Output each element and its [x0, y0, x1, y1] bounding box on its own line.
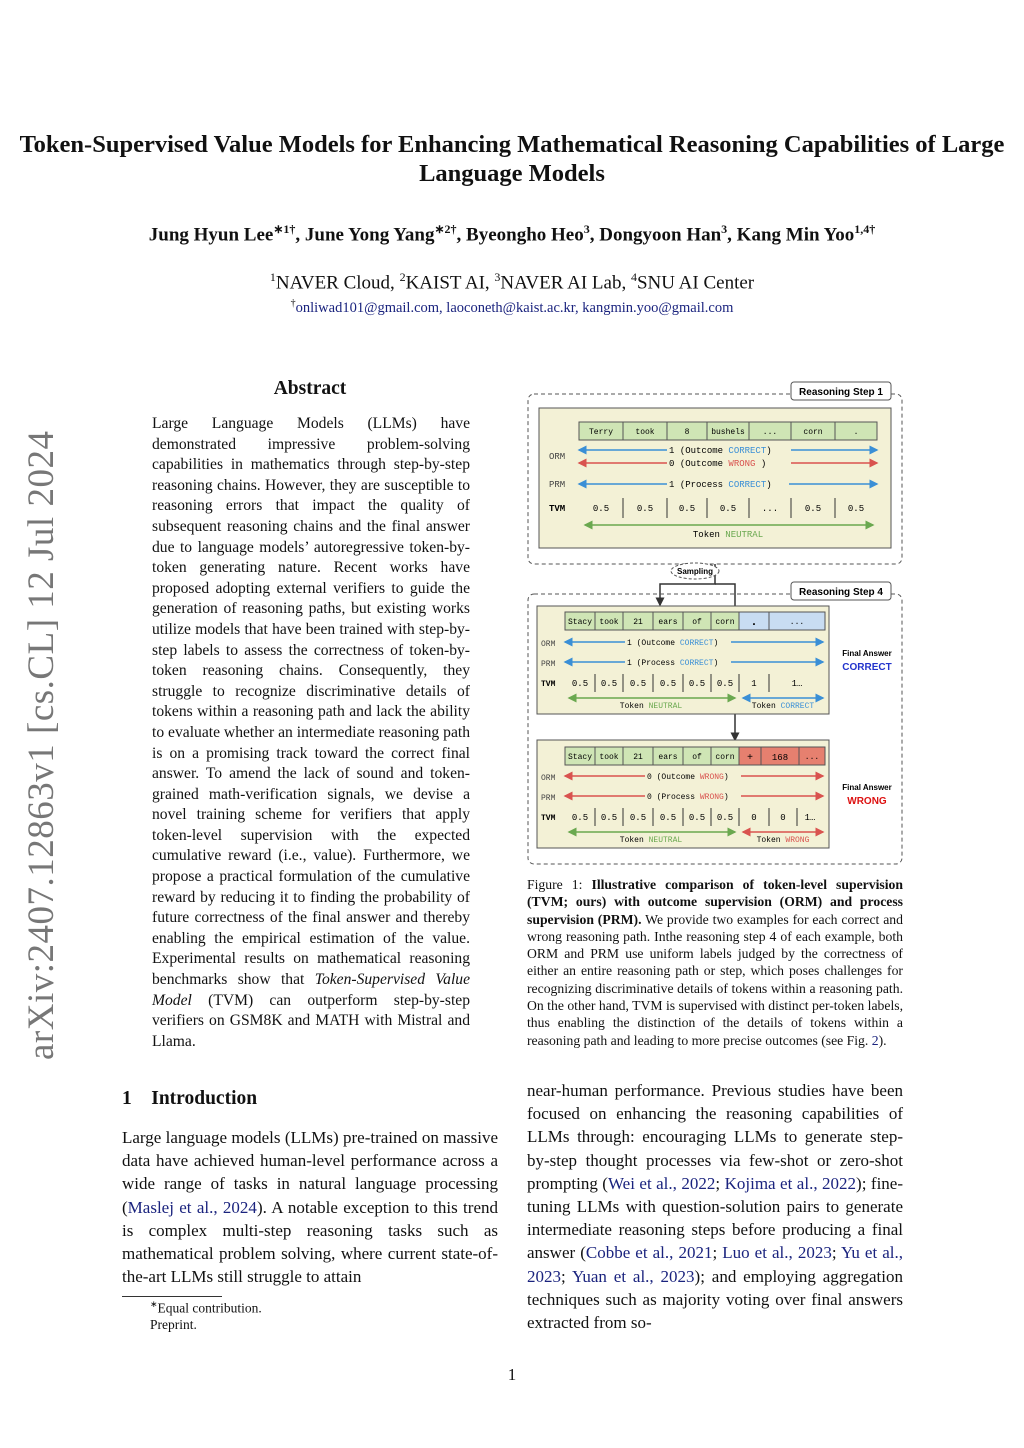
- tvm-value: 0.5: [716, 679, 734, 689]
- footnote-equal-contribution: [150, 1299, 262, 1317]
- tvm-value: 0.5: [678, 504, 696, 514]
- tvm-value: 0.5: [600, 679, 618, 689]
- token: of: [692, 753, 702, 762]
- affiliations: [0, 270, 1024, 294]
- author: June Yong Yang: [304, 224, 435, 246]
- orm-wrong-text: 0 (Outcome WRONG ): [669, 459, 767, 469]
- affil-name: NAVER AI Lab,: [500, 272, 631, 294]
- caption-bold: Illustrative comparison of token-level supervision (TVM; ours) with outcome supervision (ORM) and process supervision (PRM).: [527, 877, 903, 927]
- intro-paragraph: [122, 1126, 498, 1288]
- author-marks: 3: [583, 222, 590, 236]
- tvm-value: 0: [751, 813, 757, 823]
- email-links[interactable]: onliwad101@gmail.com, laoconeth@kaist.ac.kr, kangmin.yoo@gmail.com: [295, 299, 734, 316]
- orm-label: ORM: [549, 452, 566, 462]
- author-list: Jung Hyun Lee$^{∗1\dagger}$, June Yong Yang$^{∗2\dagger}$, Byeongho Heo$^3$, Dongyoon Han$^3$, Kang Min Yoo$^{1,4\dagger}$: [148, 222, 876, 246]
- token-neutral-text: Token NEUTRAL: [692, 530, 764, 540]
- step1-token-row: [579, 422, 877, 440]
- paper-title: Token-Supervised Value Models for Enhancing Mathematical Reasoning Capabilities of Large Language Models: [19, 131, 1005, 187]
- orm-label: ORM: [541, 774, 556, 783]
- tvm-value: 0.5: [571, 813, 589, 823]
- orm-correct-text: 1 (Outcome CORRECT): [669, 446, 772, 456]
- tvm-label: TVM: [541, 680, 556, 689]
- footnote-preprint: Preprint.: [150, 1317, 197, 1332]
- tvm-value: 1…: [804, 813, 816, 823]
- body-text: ;: [712, 1243, 723, 1263]
- body-text: ); fine-tuning LLMs with question-solution pairs to generate intermediate reasoning steps before producing a final answer (: [527, 1173, 903, 1263]
- prm-correct-text: 1 (Process CORRECT): [627, 659, 719, 668]
- step4-label: Reasoning Step 4: [799, 587, 883, 598]
- emails-mark: †: [290, 298, 296, 309]
- prm-label: PRM: [541, 794, 556, 803]
- token: .: [750, 615, 758, 629]
- body-text: ;: [715, 1173, 725, 1193]
- step1-label: Reasoning Step 1: [799, 387, 883, 398]
- citation-link[interactable]: Luo et al., 2023: [722, 1243, 832, 1263]
- abstract-emphasis: Token-Supervised Value Model: [152, 971, 470, 1009]
- body-text: ); and employing aggregation techniques such as majority voting over final answers extracted from so-: [527, 1266, 904, 1333]
- affil-name: KAIST AI,: [405, 272, 495, 294]
- author-marks: 1,4†: [854, 222, 876, 236]
- prm-text: 1 (Process CORRECT): [669, 480, 772, 490]
- token: corn: [715, 753, 735, 762]
- citation-link[interactable]: Wei et al., 2022: [607, 1173, 716, 1193]
- token: ears: [658, 753, 678, 762]
- final-answer-correct: CORRECT: [842, 662, 892, 673]
- author-emails: [0, 298, 1024, 317]
- token: of: [692, 618, 702, 627]
- section-title: Introduction: [151, 1088, 258, 1109]
- token: Stacy: [567, 618, 593, 627]
- intro-text: Large language models (LLMs) pre-trained on massive data have achieved human-level performance across a wide range of tasks in natural language processing (: [122, 1128, 498, 1217]
- arxiv-stamp-text: arXiv:2407.12863v1 [cs.CL] 12 Jul 2024: [21, 430, 62, 1060]
- tvm-value: 1: [751, 679, 757, 689]
- token: 21: [633, 618, 643, 627]
- author: Jung Hyun Lee: [148, 224, 274, 246]
- tvm-value: 0.5: [636, 504, 654, 514]
- tvm-value: 0.5: [688, 679, 706, 689]
- token-neutral-text: Token NEUTRAL: [619, 702, 683, 711]
- section-heading: [122, 1088, 257, 1110]
- affil-num: 2: [399, 270, 406, 284]
- citation-link[interactable]: Maslej et al., 2024: [127, 1197, 257, 1217]
- figure-ref-link[interactable]: 2: [871, 1032, 879, 1048]
- token: corn: [715, 618, 735, 627]
- author-marks: ∗1†: [273, 222, 296, 236]
- abstract-text-end: (TVM) can outperform step-by-step verifiers on GSM8K and MATH with Mistral and Llama.: [152, 991, 470, 1050]
- affil-num: 3: [494, 270, 501, 284]
- caption-text: We provide two examples for each correct and wrong reasoning path. Inthe reasoning step 4 of each example, both ORM and PRM use uniform labels judged by the correctness of either an entire reasoning path or step, which poses challenges for recognizing discriminative details of tokens within a reasoning path. On the other hand, TVM is supervised with distinct per-token labels, thus enabling the distinction of the details of tokens within a reasoning path and leading to more precise outcomes (see Fig.: [527, 911, 903, 1048]
- prm-wrong-text: 0 (Process WRONG): [647, 793, 729, 802]
- token: .: [853, 428, 859, 437]
- token-neutral-text: Token NEUTRAL: [619, 836, 683, 845]
- token: ...: [789, 618, 805, 627]
- tvm-label: TVM: [541, 814, 556, 823]
- author-marks: 3: [721, 222, 728, 236]
- abstract-heading: Abstract: [273, 378, 347, 399]
- token: took: [599, 753, 619, 762]
- arxiv-stamp: [20, 430, 70, 1060]
- affil-num: 4: [630, 270, 637, 284]
- author: Byeongho Heo: [466, 224, 584, 246]
- final-answer-label: Final Answer: [842, 783, 892, 792]
- token: Terry: [588, 428, 614, 437]
- tvm-value: 0: [780, 813, 786, 823]
- affil-num: 1: [269, 270, 276, 284]
- tvm-value: ...: [761, 504, 779, 514]
- prm-label: PRM: [541, 660, 556, 669]
- figure-1-diagram: [527, 380, 903, 866]
- figure-caption: [527, 876, 903, 1049]
- token-wrong-text: Token WRONG: [756, 836, 810, 845]
- tvm-value: 0.5: [592, 504, 610, 514]
- footnote-text: Equal contribution.: [157, 1300, 262, 1316]
- tvm-value: 1…: [791, 679, 803, 689]
- final-answer-wrong: WRONG: [847, 796, 887, 807]
- author: Dongyoon Han: [599, 224, 722, 246]
- affil-name: SNU AI Center: [636, 272, 755, 294]
- citation-link[interactable]: Kojima et al., 2022: [724, 1173, 857, 1193]
- tvm-value: 0.5: [629, 679, 647, 689]
- tvm-value: 0.5: [629, 813, 647, 823]
- token: ears: [658, 618, 678, 627]
- body-text: ;: [561, 1266, 572, 1286]
- abstract-body: [152, 414, 470, 1052]
- affil-name: NAVER Cloud,: [275, 272, 400, 294]
- token: ...: [762, 428, 778, 437]
- tvm-value: 0.5: [716, 813, 734, 823]
- orm-label: ORM: [541, 640, 556, 649]
- token: ...: [804, 753, 820, 762]
- final-answer-label: Final Answer: [842, 649, 892, 658]
- section-number: 1: [122, 1088, 132, 1109]
- tvm-value: 0.5: [600, 813, 618, 823]
- footnote-rule: [122, 1296, 222, 1297]
- token: corn: [803, 428, 823, 437]
- prm-label: PRM: [549, 480, 566, 490]
- sampling-label: Sampling: [676, 567, 714, 576]
- tvm-label: TVM: [549, 504, 566, 514]
- token: bushels: [711, 428, 745, 437]
- figure-1: [527, 380, 903, 866]
- token: took: [635, 428, 655, 437]
- token: took: [599, 618, 619, 627]
- tvm-value: 0.5: [688, 813, 706, 823]
- tvm-value: 0.5: [659, 813, 677, 823]
- tvm-value: 0.5: [571, 679, 589, 689]
- token-correct-text: Token CORRECT: [751, 702, 815, 711]
- token: Stacy: [567, 753, 593, 762]
- citation-link[interactable]: Cobbe et al., 2021: [585, 1243, 713, 1263]
- author-marks: ∗2†: [434, 222, 457, 236]
- tvm-value: 0.5: [719, 504, 737, 514]
- author: Kang Min Yoo: [736, 224, 855, 246]
- tvm-value: 0.5: [847, 504, 865, 514]
- orm-correct-text: 1 (Outcome CORRECT): [627, 639, 719, 648]
- caption-label: Figure 1:: [527, 877, 592, 892]
- token: +: [746, 753, 754, 764]
- citation-link[interactable]: Yuan et al., 2023: [571, 1266, 695, 1286]
- intro-text-cont: ). A notable exception to this trend is complex multi-step reasoning tasks such as mathematical problem solving, where current state-of-the-art LLMs still struggle to attain: [122, 1197, 498, 1287]
- sampling-arrow-left: [660, 578, 715, 605]
- body-text: near-human performance. Previous studies have been focused on enhancing the reasoning capabilities of LLMs through: encouraging LLMs to generate step-by-step thought processes via few-shot or zero-shot prompting (: [527, 1081, 903, 1193]
- footnote-mark: ∗: [150, 1299, 158, 1309]
- token: 21: [633, 753, 643, 762]
- token: 168: [771, 753, 789, 763]
- tvm-value: 0.5: [659, 679, 677, 689]
- orm-wrong-text: 0 (Outcome WRONG): [647, 773, 729, 782]
- citation-link[interactable]: Yu et al., 2023: [527, 1243, 904, 1286]
- abstract-text: Large Language Models (LLMs) have demonstrated impressive problem-solving capabilities in mathematics through step-by-step reasoning chains. However, they are susceptible to reasoning errors that impact the quality of subsequent reasoning chains and the final answer due to language models’ autoregressive token-by-token generating nature. Recent works have proposed adopting external verifiers to guide the generation of reasoning paths, but existing works utilize models that have been trained with step-by-step labels to assess the correctness of token-by-token reasoning chains. Consequently, they struggle to recognize discriminative details of tokens within a reasoning path and lack the ability to evaluate whether an intermediate reasoning path is on a promising track toward the correct final answer. To amend the lack of sound and token-grained math-verification signals, we devise a novel training scheme for verifiers that apply token-level supervision with the expected cumulative reward (i.e., value). Furthermore, we propose a practical formulation of the cumulative reward by reducing it to finding the probability of future correctness of the final answer and thereby enabling the empirical estimation of the value. Experimental results on mathematical reasoning benchmarks show that: [152, 415, 470, 989]
- tvm-value: 0.5: [804, 504, 822, 514]
- token: 8: [684, 428, 690, 437]
- body-text: ;: [831, 1243, 841, 1263]
- intro-paragraph-cont: [527, 1079, 903, 1334]
- caption-end: ).: [878, 1032, 887, 1048]
- page-number: 1: [507, 1365, 517, 1384]
